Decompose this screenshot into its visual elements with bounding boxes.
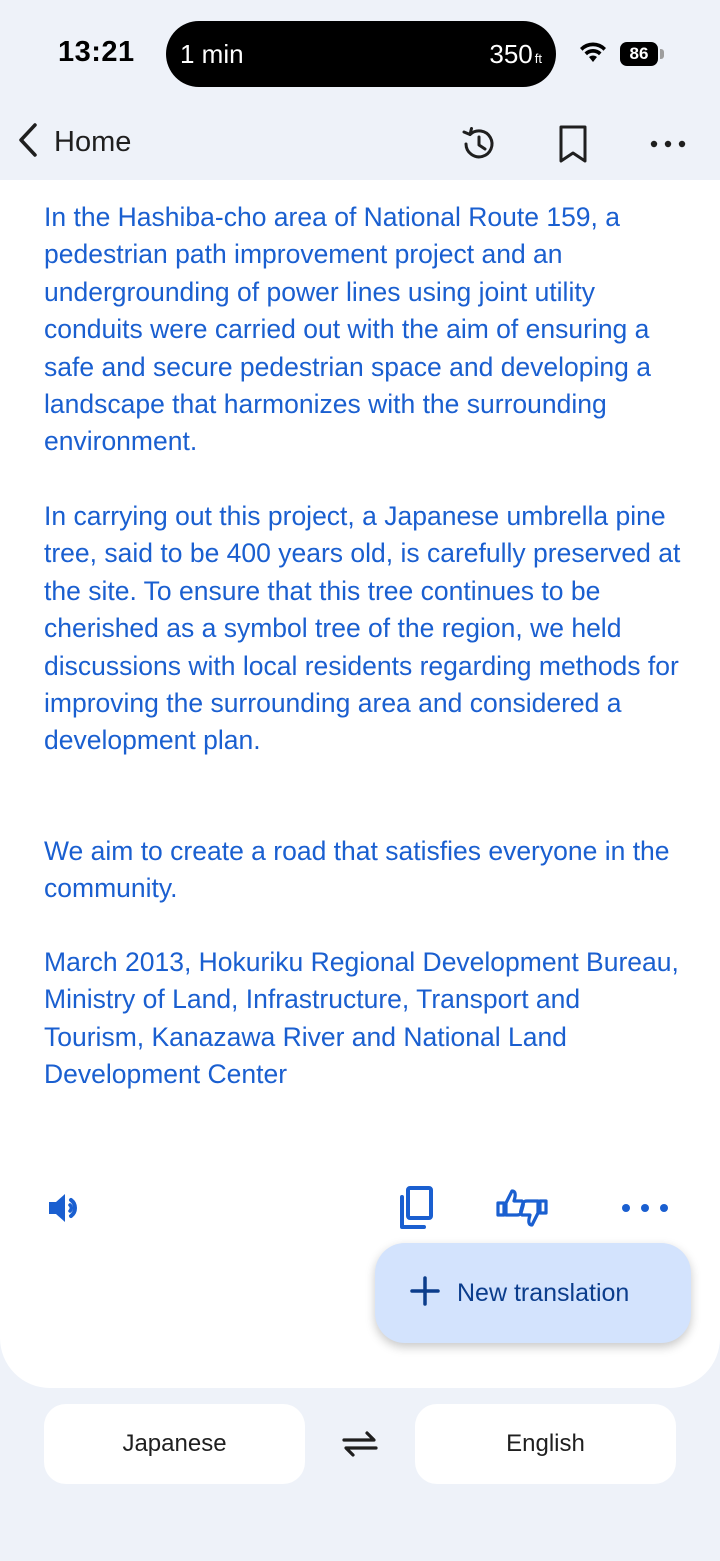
more-vert-icon[interactable] [644, 120, 692, 168]
translation-card [0, 180, 720, 1388]
island-distance-value: 350 [489, 39, 533, 69]
top-app-bar [0, 108, 720, 180]
battery-cap [660, 49, 664, 59]
translation-paragraph: March 2013, Hokuriku Regional Development Bureau, Ministry of Land, Infrastructure, Transport and Tourism, Kanazawa River and National Land Development Center [44, 947, 679, 1090]
new-translation-label: New translation [457, 1278, 630, 1307]
swap-languages-icon[interactable] [338, 1422, 382, 1466]
island-distance-unit: ft [534, 51, 542, 66]
source-language-button[interactable]: Japanese [44, 1404, 305, 1484]
new-translation-button[interactable] [375, 1243, 691, 1343]
more-horiz-icon[interactable] [617, 1180, 673, 1236]
translation-paragraph: In carrying out this project, a Japanese umbrella pine tree, said to be 400 years old, is carefully preserved at the site. To ensure that this tree continues to be cherished as a symbol tree of the region, we held discussions with local residents regarding methods for improving the surrounding area and considered a development plan. [44, 501, 681, 756]
copy-icon[interactable] [386, 1180, 442, 1236]
back-button[interactable] [16, 122, 131, 163]
bookmark-icon[interactable] [549, 120, 597, 168]
translation-paragraph: We aim to create a road that satisfies everyone in the community. [44, 836, 670, 904]
history-icon[interactable] [455, 120, 503, 168]
feedback-icon[interactable] [494, 1180, 550, 1236]
chevron-left-icon [16, 122, 40, 163]
wifi-icon [578, 40, 608, 69]
speaker-icon[interactable] [37, 1180, 93, 1236]
target-language-button[interactable]: English [415, 1404, 676, 1484]
status-time: 13:21 [58, 36, 135, 68]
plus-icon [409, 1275, 441, 1312]
translation-paragraph: In the Hashiba-cho area of National Route 159, a pedestrian path improvement project and an undergrounding of power lines using joint utility conduits were carried out with the aim of ensuring a safe and secure pedestrian space and developing a landscape that harmonizes with the surrounding environment. [44, 202, 651, 457]
dynamic-island [166, 21, 556, 87]
battery-icon: 86 [620, 42, 658, 66]
status-bar [0, 0, 720, 108]
island-timer: 1 min [180, 39, 244, 69]
back-label: Home [54, 126, 132, 158]
translation-actions [0, 1180, 720, 1240]
island-distance [489, 39, 542, 70]
